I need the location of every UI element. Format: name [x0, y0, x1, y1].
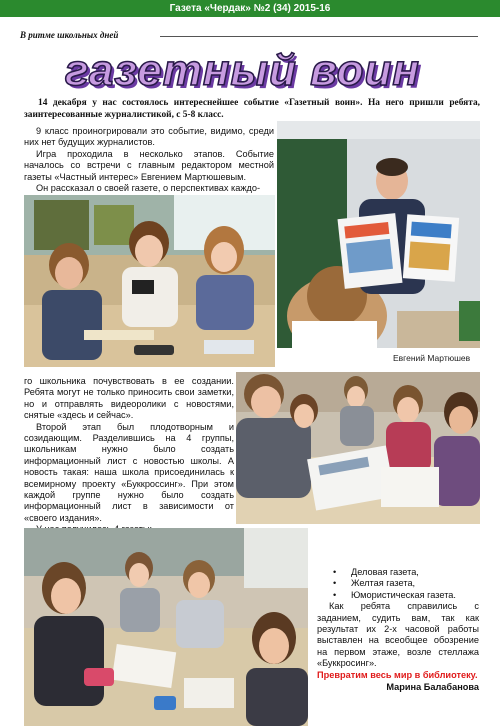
- paragraph: Он рассказал о своей газете, о перспективах каждо-: [36, 183, 261, 194]
- rubric-label: В ритме школьных дней: [20, 30, 119, 40]
- newspaper-list-2: [317, 567, 479, 601]
- newspaper-header-title: Газета «Чердак» №2 (34) 2015-16: [169, 3, 331, 14]
- list-item: • Юмористическая газета.: [317, 590, 479, 601]
- paragraph: Как ребята справились с заданием, судить вам, так как результат их 2-х часовой работы выставлен на всеобщее обозрение на первом этаже, возле стеллажа «Буккросинг».: [317, 601, 479, 669]
- list-item: • Желтая газета,: [317, 578, 479, 589]
- paragraph: Игра проходила в несколько этапов. Событие началось со встречи с главным редактором местной газеты «Частный интерес» Евгением Мартюшевым.: [24, 148, 274, 182]
- rubric-divider: [160, 36, 478, 37]
- text-column-3: [317, 567, 479, 693]
- list-item: • Деловая газета,: [317, 567, 479, 578]
- article-author: Марина Балабанова: [386, 682, 479, 693]
- article-lead: 14 декабря у нас состоялось интереснейшее событие «Газетный воин». На него пришли ребята, заинтересованные журналистикой, с 5-8 класс.: [24, 98, 480, 120]
- photo-editor-newspaper: [277, 121, 480, 348]
- newspaper-header-bar: [0, 0, 500, 17]
- text-column-1: [24, 126, 274, 194]
- photo-students-table: [24, 195, 275, 367]
- paragraph: Второй этап был плодотворным и созидающим. Разделившись на 4 группы, школьникам нужно было создать информационный лист с новостью школы. А новость такая: наша школа присоединилась к всемирному проекту «Буккроссинг». При этом каждой группе нужно было создать информационный лист в зависимости от «своего издания».: [24, 421, 234, 523]
- photo-girls-working: [24, 528, 308, 726]
- text-column-2: [24, 376, 234, 547]
- photo-caption: Евгений Мартюшев: [393, 353, 471, 363]
- paragraph: 9 класс проиногрировали это событие, видимо, среди них нет будущих журналистов.: [24, 126, 274, 148]
- photo-group-work: [236, 372, 480, 524]
- slogan: Превратим весь мир в библиотеку.: [317, 669, 478, 680]
- article-headline: газетный воин: [65, 46, 420, 95]
- paragraph: го школьника почувствовать в ее создании. Ребята могут не только приносить свои заметки, но и отправлять видеоролики с новостями, снятые «здесь и сейчас».: [24, 376, 234, 421]
